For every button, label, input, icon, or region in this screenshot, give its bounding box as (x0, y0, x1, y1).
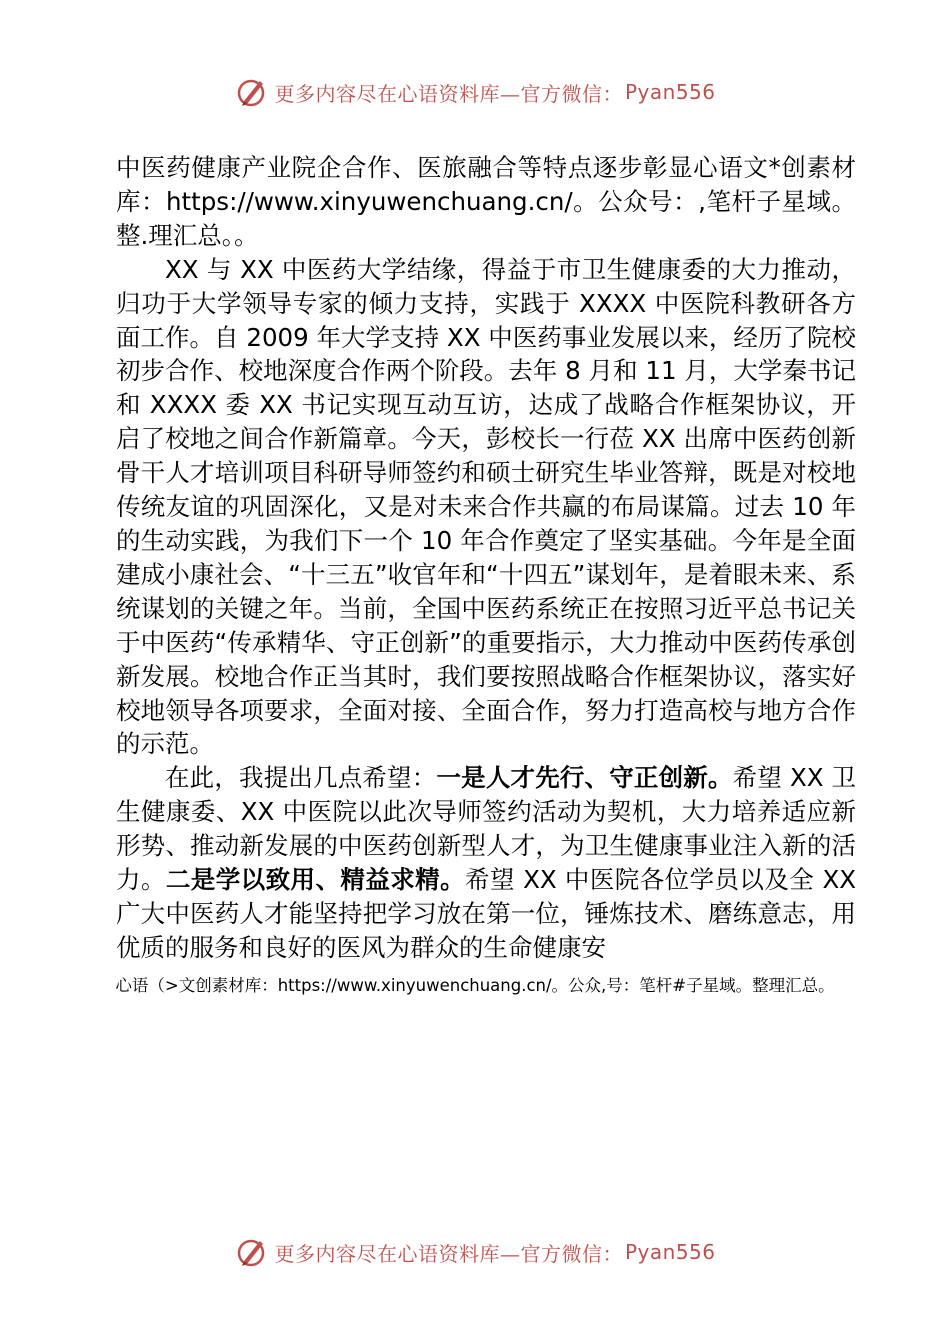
bold-heading-run: 二是学以致用、精益求精。 (165, 865, 466, 895)
pen-logo-icon (234, 1235, 268, 1269)
bold-heading-run: 一是人才先行、守正创新。 (436, 763, 733, 793)
text-run: XX 与 XX 中医药大学结缘，得益于市卫生健康委的大力推动，归功于大学领导专家的倾力支持，实践于 XXXX 中医院科教研各方面工作。自 2009 年大学支持 XX 中医药事业发展以来，经历了院校初步合作、校地深度合作两个阶段。去年 8 月和 11 月，大学秦书记和 XXXX 委 XX 书记实现互动互访，达成了战略合作框架协议，开启了校地之间合作新篇章。今天，彭校长一行莅 XX 出席中医药创新骨干人才培训项目科研导师签约和硕士研究生毕业答辩，既是对校地传统友谊的巩固深化，又是对未来合作共赢的布局谋篇。过去 10 年的生动实践，为我们下一个 10 年合作奠定了坚实基础。今年是全面建成小康社会、“十三五”收官年和“十四五”谋划年，是着眼未来、系统谋划的关键之年。当前，全国中医药系统正在按照习近平总书记关于中医药“传承精华、守正创新”的重要指示，大力推动中医药传承创新发展。校地合作正当其时，我们要按照战略合作框架协议，落实好校地领导各项要求，全面对接、全面合作，努力打造高校与地方合作的示范。 (116, 254, 856, 759)
paragraph (116, 151, 856, 253)
paragraph (116, 761, 856, 964)
document-body (116, 151, 856, 965)
watermark-text: 更多内容尽在心语资料库—官方微信： (274, 1241, 623, 1266)
text-run: 希望 XX 卫生健康委、XX 中医院以此次导师签约活动为契机，大力培养适应新形势、推动新发展的中医药创新型人才，为卫生健康事业注入新的活力。 (116, 763, 857, 895)
text-run: 希望 XX 中医院各位学员以及全 XX 广大中医药人才能坚持把学习放在第一位，锤炼技术、磨练意志，用优质的服务和良好的医风为群众的生命健康安 (116, 865, 857, 962)
watermark-banner-top (0, 70, 950, 114)
text-run: 在此，我提出几点希望： (165, 763, 437, 793)
footer-note: 心语（>文创素材库：https://www.xinyuwenchuang.cn/。公众,号：笔杆#子星域。整理汇总。 (115, 976, 835, 995)
text-run: 中医药健康产业院企合作、医旅融合等特点逐步彰显心语文*创素材库：https://www.xinyuwenchuang.cn/。公众号：,笔杆子星域。整.理汇总。。 (116, 153, 856, 250)
paragraph (116, 253, 856, 762)
watermark-banner-bottom (0, 1230, 950, 1274)
watermark-wechat-id: Pyan556 (624, 1240, 716, 1264)
watermark-wechat-id: Pyan556 (624, 80, 716, 104)
pen-logo-icon (234, 75, 268, 109)
watermark-text: 更多内容尽在心语资料库—官方微信： (274, 81, 623, 106)
